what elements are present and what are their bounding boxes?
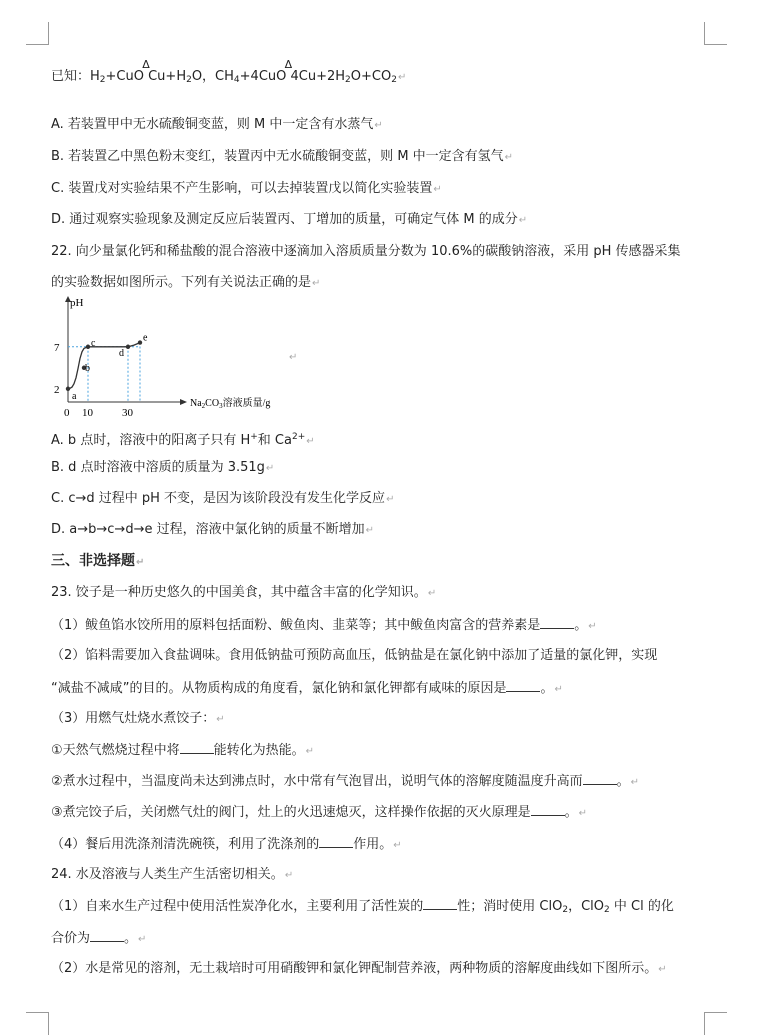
crop-mark-top-left <box>26 22 49 45</box>
ph-chart <box>46 292 306 420</box>
chart-labels <box>54 297 270 419</box>
point-label-d: d <box>119 347 124 359</box>
answer-blank <box>531 803 565 816</box>
answer-blank <box>423 897 457 910</box>
answer-blank <box>319 835 353 848</box>
q23-part3-2: ②煮水过程中，当温度尚未达到沸点时，水中常有气泡冒出，说明气体的溶解度随温度升高而 。↵ <box>51 774 640 789</box>
q24-part1-line1: （1）自来水生产过程中使用活性炭净化水，主要利用了活性炭的 性；消时使用 ClO$_2$，ClO$_2$ 中 Cl 的化 <box>51 899 674 915</box>
crop-mark-top-right <box>704 22 727 45</box>
q23-part3: （3）用燃气灶烧水煮饺子：↵ <box>51 711 225 726</box>
q22-stem-line2: 的实验数据如图所示。下列有关说法正确的是↵ <box>51 275 321 290</box>
q23-part3-1: ①天然气燃烧过程中将 能转化为热能。↵ <box>51 743 315 758</box>
y-axis-label: pH <box>70 297 84 309</box>
answer-blank <box>180 741 214 754</box>
q21-option-a: A. 若装置甲中无水硫酸铜变蓝，则 M 中一定含有水蒸气↵ <box>51 117 383 132</box>
answer-blank <box>540 616 574 629</box>
answer-blank <box>506 679 540 692</box>
known-reactions: 已知：$H_2+CuO$ Δ $Cu+H_2O$，$CH_4+4CuO$ Δ $4Cu+2H_2O+CO_2↵$ <box>51 58 407 85</box>
heat-symbol: Δ <box>284 58 293 71</box>
chart-guides <box>68 343 140 402</box>
x-tick-label: 30 <box>122 407 133 419</box>
q23-part2-line1: （2）馅料需要加入食盐调味。食用低钠盐可预防高血压，低钠盐是在氯化钠中添加了适量的氯化钾，实现 <box>51 648 658 663</box>
ph-curve <box>68 343 140 389</box>
crop-mark-bottom-right <box>704 1012 727 1035</box>
heat-symbol: Δ <box>142 58 150 71</box>
q23-part1: （1）鲅鱼馅水饺所用的原料包括面粉、鲅鱼肉、韭菜等；其中鲅鱼肉富含的营养素是 。↵ <box>51 618 597 633</box>
chart-points <box>66 337 142 391</box>
y-tick-label: 2 <box>54 383 60 396</box>
para-mark: ↵ <box>289 352 298 363</box>
point-c <box>86 345 90 349</box>
q22-option-a: A. b 点时，溶液中的阳离子只有 H+和 $Ca^{2+}↵$ <box>51 432 315 448</box>
q23-part2-line2: “减盐不减咸”的目的。从物质构成的角度看，氯化钠和氯化钾都有咸味的原因是 。↵ <box>51 681 563 696</box>
x-axis-arrow <box>180 399 187 405</box>
section-title: 三、非选择题↵ <box>51 553 145 569</box>
q24-part2: （2）水是常见的溶剂，无土栽培时可用硝酸钾和氯化钾配制营养液，两种物质的溶解度曲线如下图所示。↵ <box>51 961 667 976</box>
answer-blank <box>583 772 617 785</box>
x-tick-label: 0 <box>64 407 70 419</box>
q23-part3-3: ③煮完饺子后，关闭燃气灶的阀门，灶上的火迅速熄灭，这样操作依据的灭火原理是 。↵ <box>51 805 588 820</box>
point-label-e: e <box>143 332 148 344</box>
q21-option-b: B. 若装置乙中黑色粉末变红，装置丙中无水硫酸铜变蓝，则 M 中一定含有氢气↵ <box>51 149 514 164</box>
q24-intro: 24. 水及溶液与人类生产生活密切相关。↵ <box>51 867 294 882</box>
point-e <box>138 340 142 344</box>
q24-part1-line2: 合价为 。↵ <box>51 931 147 946</box>
q23-intro: 23. 饺子是一种历史悠久的中国美食，其中蕴含丰富的化学知识。↵ <box>51 585 437 600</box>
q23-part4: （4）餐后用洗涤剂清洗碗筷，利用了洗涤剂的 作用。↵ <box>51 837 402 852</box>
point-label-c: c <box>91 337 96 349</box>
point-a <box>66 387 70 391</box>
answer-blank <box>90 929 124 942</box>
q22-option-d: D. a→b→c→d→e 过程，溶液中氯化钠的质量不断增加↵ <box>51 522 374 537</box>
q21-option-c: C. 装置戊对实验结果不产生影响，可以去掉装置戊以简化实验装置↵ <box>51 181 442 196</box>
q22-option-c: C. c→d 过程中 pH 不变，是因为该阶段没有发生化学反应↵ <box>51 491 395 506</box>
point-d <box>126 345 130 349</box>
q21-option-d: D. 通过观察实验现象及测定反应后装置丙、丁增加的质量，可确定气体 M 的成分↵ <box>51 212 528 227</box>
point-label-b: b <box>85 362 90 374</box>
point-label-a: a <box>72 390 77 402</box>
crop-mark-bottom-left <box>26 1012 49 1035</box>
q22-option-b: B. d 点时溶液中溶质的质量为 3.51g↵ <box>51 460 275 475</box>
y-tick-label: 7 <box>54 341 60 354</box>
q22-stem-line1: 22. 向少量氯化钙和稀盐酸的混合溶液中逐滴加入溶质质量分数为 10.6%的碳酸钠溶液，采用 pH 传感器采集 <box>51 244 681 259</box>
x-tick-label: 10 <box>82 407 93 419</box>
x-axis-label: $Na_2CO_3$溶液质量/g <box>190 398 271 410</box>
